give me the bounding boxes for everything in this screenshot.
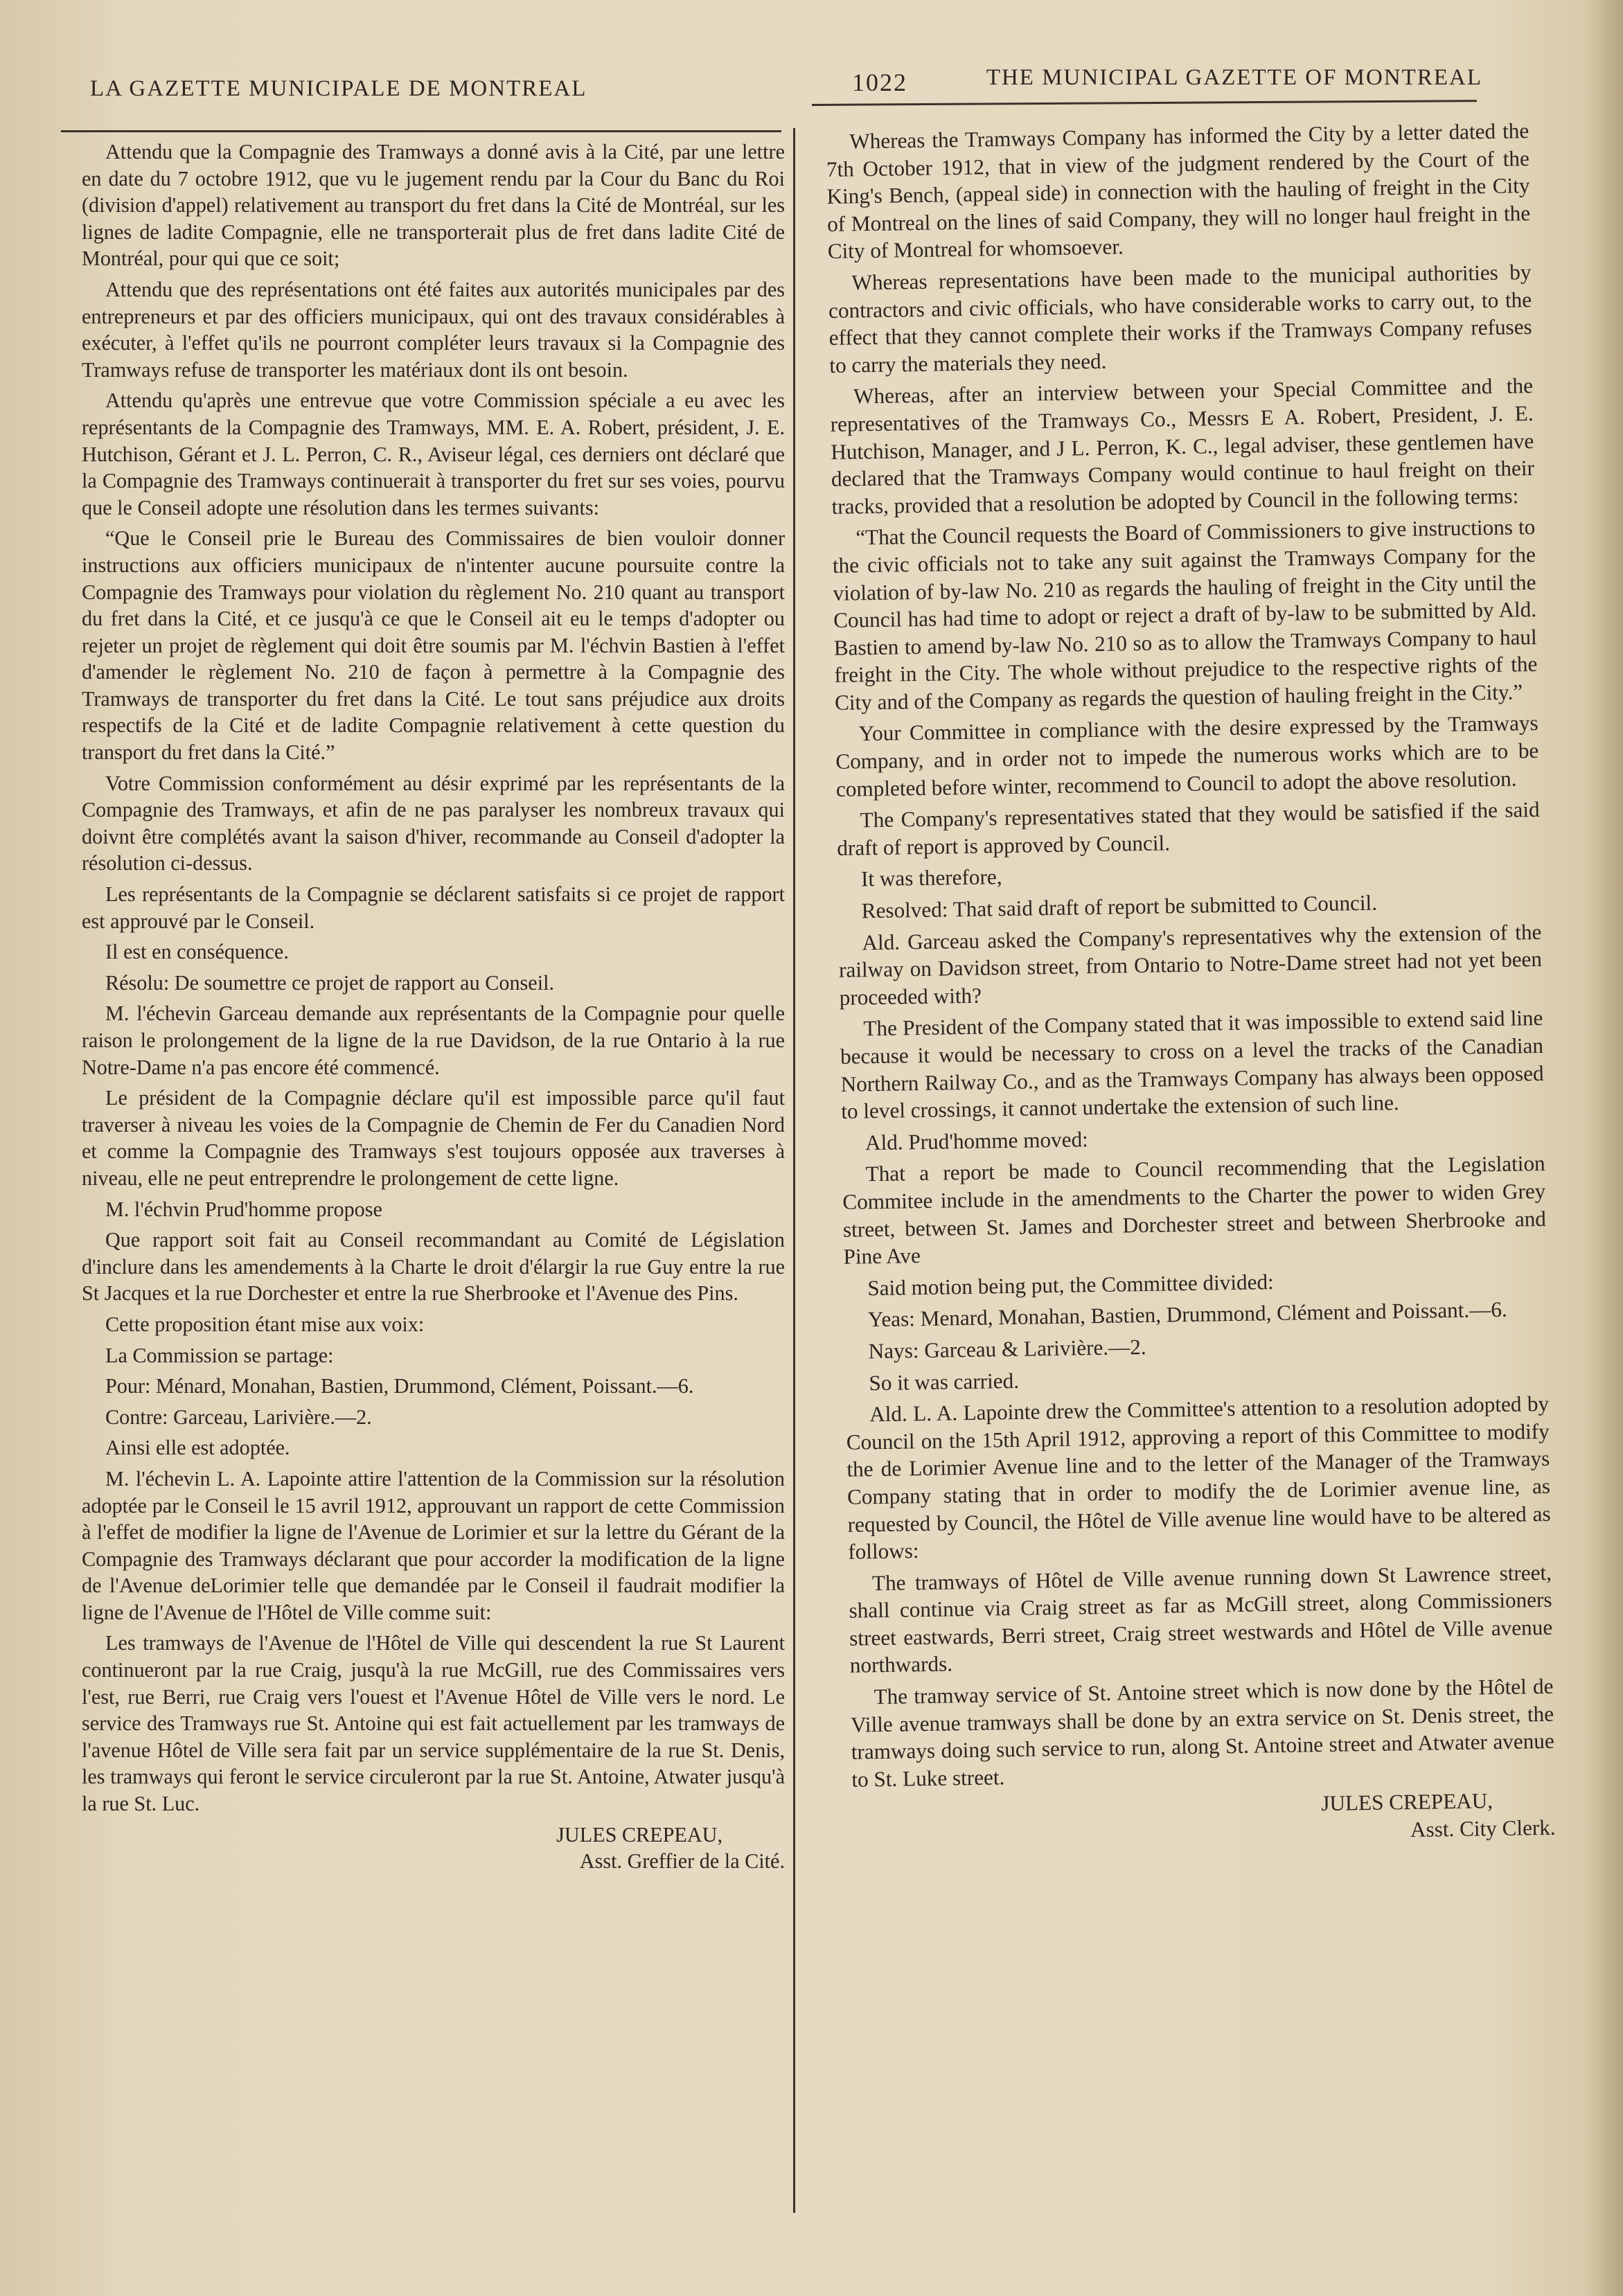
french-signature-title: Asst. Greffier de la Cité. — [579, 1849, 785, 1874]
french-paragraph: M. l'échevin L. A. Lapointe attire l'attention de la Commission sur la résolution adoptée par le Conseil le 15 avril 1912, approuvant un rapport de cette Commission à l'effet de modifier la ligne de l'Avenue de Lorimier et sur la lettre du Gérant de la Compagnie des Tramways déclarant que pour accorder la modification de la ligne de l'Avenue deLorimier telle que demandée par le Conseil il faudrait modifier la ligne de l'Avenue de l'Hôtel de Ville comme suit: — [82, 1466, 785, 1624]
english-paragraph: The tramways of Hôtel de Ville avenue running down St Lawrence street, shall continue via Craig street as far as McGill street, along Commissioners street eastwards, Berri street, Craig street westwards and Hôtel de Ville avenue northwards. — [849, 1560, 1553, 1678]
english-column — [826, 117, 1556, 1852]
english-paragraph: Whereas the Tramways Company has informed the City by a letter dated the 7th October 1912, that in view of the judgment rendered by the Court of the King's Bench, (appeal side) in connection with the hauling of freight in the City of Montreal on the lines of said Company, they will no longer haul freight in the City of Montreal for whomsoever. — [826, 118, 1531, 264]
english-paragraph: Yeas: Menard, Monahan, Bastien, Drummond, Clément and Poissant.—6. — [867, 1297, 1508, 1332]
english-title: THE MUNICIPAL GAZETTE OF MONTREAL — [986, 65, 1482, 90]
page-number: 1022 — [852, 69, 907, 96]
english-paragraph: Your Committee in compliance with the desire expressed by the Tramways Company, and in order not to impede the numerous works which are to be completed before winter, recommend to Council to adopt the above resolution. — [835, 711, 1539, 801]
header-rule-left — [61, 130, 781, 132]
french-paragraph: Pour: Ménard, Monahan, Bastien, Drummond, Clément, Poissant.—6. — [105, 1374, 694, 1398]
french-paragraph: Que rapport soit fait au Conseil recommandant au Comité de Législation d'inclure dans les amendements à la Charte le droit d'élargir la rue Guy entre la rue St Jacques et la rue Dorchester et entre la rue Sherbrooke et l'Avenue des Pins. — [82, 1228, 785, 1306]
english-paragraph: Resolved: That said draft of report be submitted to Council. — [861, 890, 1378, 923]
english-signature-name: JULES CREPEAU, — [1321, 1788, 1493, 1816]
french-paragraph: Les tramways de l'Avenue de l'Hôtel de Ville qui descendent la rue St Laurent continueront par la rue Craig, jusqu'à la rue McGill, rue des Commissaires vers l'est, rue Berri, rue Craig vers l'ouest et l'Avenue Hôtel de Ville vers le nord. Le service des Tramways rue St. Antoine qui est fait actuellement par les tramways de l'avenue Hôtel de Ville sera fait par un service supplémentaire de la rue St. Denis, les tramways qui feront le service circuleront par la rue St. Antoine, Atwater jusqu'à la rue St. Luc. — [82, 1631, 785, 1816]
english-paragraph: Whereas, after an interview between your Special Committee and the representatives of the Tramways Co., Messrs E A. Robert, President, J. E. Hutchison, Manager, and J L. Perron, K. C., legal adviser, these gentlemen have declared that the Tramways Company would continue to haul freight on their tracks, provided that a resolution be adopted by Council in the following terms: — [830, 373, 1535, 519]
french-paragraph: Les représentants de la Compagnie se déclarent satisfaits si ce projet de rapport est approuvé par le Conseil. — [82, 882, 785, 933]
english-paragraph: The Company's representatives stated that they would be satisfied if the said draft of report is approved by Council. — [837, 797, 1540, 860]
french-column — [82, 139, 785, 1875]
french-paragraph: Ainsi elle est adoptée. — [105, 1436, 290, 1460]
french-paragraph: Votre Commission conformément au désir exprimé par les représentants de la Compagnie des Tramways, et afin de ne pas paralyser les nombreux travaux qui doivnt être complétés avant la saison d'hiver, recommande au Conseil d'adopter la résolution ci-dessus. — [82, 771, 785, 875]
english-paragraph: The President of the Company stated that it was impossible to extend said line because it would be necessary to cross on a level the tracks of the Canadian Northern Railway Co., and as the Tramways Company has always been opposed to level crossings, it cannot undertake the extension of such line. — [840, 1006, 1544, 1124]
french-paragraph: Contre: Garceau, Larivière.—2. — [105, 1405, 372, 1429]
english-paragraph: Ald. L. A. Lapointe drew the Committee's attention to a resolution adopted by Council on the 15th April 1912, approving a report of this Committee to modify the de Lorimier Avenue line and to the letter of the Manager of the Tramways Company stating that in order to modify the de Lorimier avenue line, as requested by Council, the Hôtel de Ville avenue line would have to be altered as follows: — [846, 1391, 1551, 1564]
french-paragraph: Le président de la Compagnie déclare qu'il est impossible parce qu'il faut traverser à niveau les voies de la Compagnie de Chemin de Fer du Canadien Nord et comme la Compagnie des Tramways s'est toujours opposée aux traverses à niveau, elle ne peut entreprendre le prolongement de cette ligne. — [82, 1086, 785, 1190]
french-paragraph: “Que le Conseil prie le Bureau des Commissaires de bien vouloir donner instructions aux officiers municipaux de n'intenter aucune poursuite contre la Compagnie des Tramways pour violation du règlement No. 210 quant au transport du fret dans la Cité, et ce jusqu'à ce que le Conseil ait eu le temps d'adopter ou rejeter un projet de règlement qui doit être soumis par M. l'échvin Bastien à l'effet d'amender le règlement No. 210 de façon à permettre à la Compagnie des Tramways de transporter du fret dans la Cité. Le tout sans préjudice aux droits respectifs de la Cité et de ladite Compagnie relativement à cette question du transport du fret dans la Cité.” — [82, 526, 785, 765]
english-paragraph: That a report be made to Council recommending that the Legislation Commitee include in the amendments to the Charter the power to widen Grey street, between St. James and Dorchester street and between Sherbrooke and Pine Ave — [842, 1151, 1547, 1269]
french-signature-name: JULES CREPEAU, — [556, 1822, 722, 1846]
french-paragraph: Attendu qu'après une entrevue que votre Commission spéciale a eu avec les représentants de la Compagnie des Tramways, MM. E. A. Robert, président, J. E. Hutchison, Gérant et J. L. Perron, C. R., Aviseur légal, ces derniers ont déclaré que la Compagnie des Tramways continuerait à transporter du fret sur ses voies, pourvu que le Conseil adopte une résolution dans les termes suivants: — [82, 389, 785, 519]
english-signature-title: Asst. City Clerk. — [1410, 1815, 1556, 1842]
english-paragraph: So it was carried. — [869, 1368, 1020, 1395]
english-paragraph: Ald. Garceau asked the Company's representatives why the extension of the railway on Davidson street, from Ontario to Notre-Dame street had not yet been proceeded with? — [838, 919, 1543, 1010]
french-paragraph: La Commission se partage: — [105, 1343, 334, 1367]
french-paragraph: M. l'échvin Prud'homme propose — [105, 1197, 382, 1221]
english-paragraph: Said motion being put, the Committee divided: — [867, 1269, 1274, 1301]
french-paragraph: Cette proposition étant mise aux voix: — [105, 1312, 425, 1336]
english-paragraph: Whereas representations have been made to the municipal authorities by contractors and civic officials, who have considerable works to carry out, to the effect that they cannot complete their works if the Tramways Company refuses to carry the materials they need. — [828, 260, 1532, 377]
english-paragraph: Ald. Prud'homme moved: — [864, 1127, 1089, 1155]
column-divider — [793, 128, 795, 2213]
english-paragraph: It was therefore, — [860, 864, 1002, 891]
french-paragraph: Attendu que des représentations ont été faites aux autorités municipales par des entrepreneurs et par des officiers municipaux, qui ont des travaux considérables à exécuter, à l'effet qu'ils ne pourront compléter leurs travaux si la Compagnie des Tramways refuse de transporter les matériaux dont ils ont besoin. — [82, 277, 785, 382]
french-paragraph: M. l'échevin Garceau demande aux représentants de la Compagnie pour quelle raison le prolongement de la ligne de la rue Davidson, de la rue Ontario à la rue Notre-Dame n'a pas encore été commencé. — [82, 1002, 785, 1079]
french-paragraph: Résolu: De soumettre ce projet de rapport au Conseil. — [105, 970, 555, 995]
english-paragraph: The tramway service of St. Antoine street which is now done by the Hôtel de Ville avenue tramways shall be done by an extra service on St. Denis street, the tramways doing such service to run, along St. Antoine street and Atwater avenue to St. Luke street. — [850, 1673, 1554, 1792]
french-paragraph: Attendu que la Compagnie des Tramways a donné avis à la Cité, par une lettre en date du 7 octobre 1912, que vu le jugement rendu par la Cour du Banc du Roi (division d'appel) relativement au transport du fret dans la Cité de Montréal, sur les lignes de ladite Compagnie, elle ne transporterait plus de fret dans ladite Cité de Montréal, pour qui que ce soit; — [82, 140, 785, 271]
french-title: LA GAZETTE MUNICIPALE DE MONTREAL — [90, 76, 587, 101]
page-edge-shadow — [1586, 0, 1623, 2296]
english-paragraph: “That the Council requests the Board of Commissioners to give instructions to the civic officials not to take any suit against the Tramways Company for the violation of by-law No. 210 as regards the hauling of freight in the City until the Council has had time to adopt or reject a draft of by-law to be submitted by Ald. Bastien to amend by-law No. 210 so as to allow the Tramways Company to haul freight in the City. The whole without prejudice to the respective rights of the City and of the Company as regards the question of hauling freight in the City.” — [832, 515, 1538, 715]
english-paragraph: Nays: Garceau & Larivière.—2. — [868, 1334, 1146, 1364]
french-paragraph: Il est en conséquence. — [105, 940, 289, 964]
